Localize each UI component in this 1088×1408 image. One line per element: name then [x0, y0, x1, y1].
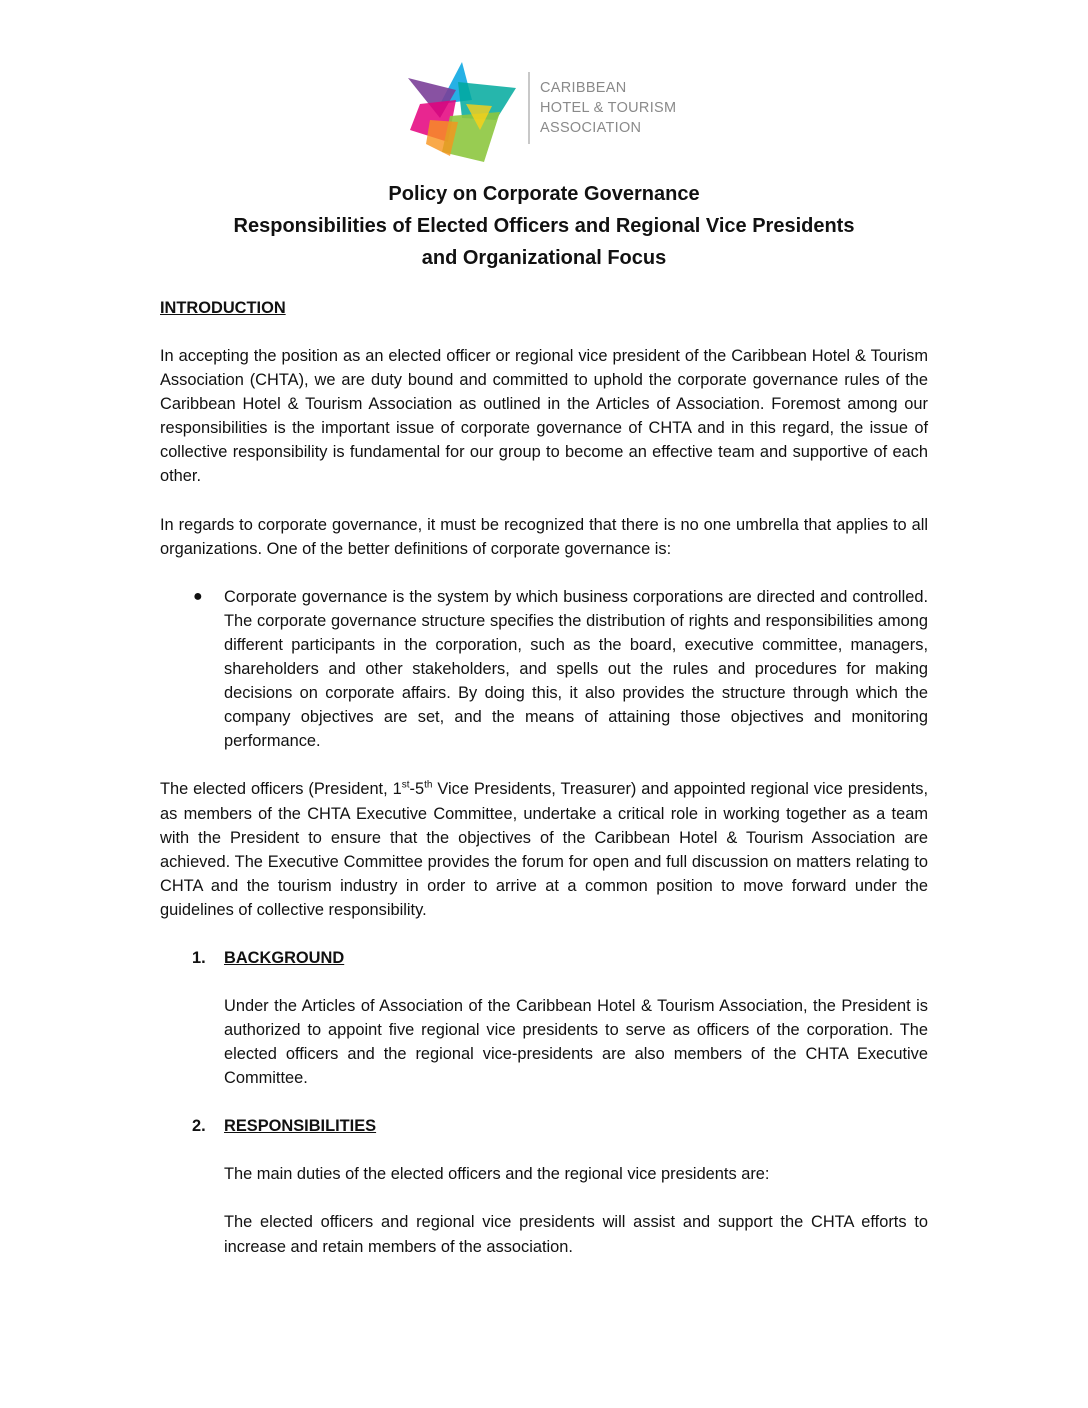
para3-part-c: Vice Presidents, Treasurer) and appointed regional vice presidents, as members of the CHTA Executive Committee, undertake a critical role in working together as a team with the President to ensure that the objectives of the Caribbean Hotel & Tourism Association are achieved. The Executive Committee provides the forum for open and full discussion on matters relating to CHTA and the tourism industry in order to arrive at a common position to move forward under the guidelines of collective responsibility. [160, 780, 929, 919]
title-line-2: Responsibilities of Elected Officers and Regional Vice Presidents [233, 215, 855, 237]
logo-wordmark [540, 78, 676, 138]
responsibilities-heading: RESPONSIBILITIES [224, 1117, 377, 1136]
title-line-1: Policy on Corporate Governance [388, 183, 700, 205]
introduction-heading: INTRODUCTION [160, 299, 286, 317]
logo-line-2: HOTEL & TOURISM [540, 100, 677, 116]
logo-divider [528, 72, 530, 144]
background-paragraph: Under the Articles of Association of the Caribbean Hotel & Tourism Association, the President is authorized to appoint five regional vice presidents to serve as officers of the corporation. The elected officers and the regional vice-presidents are also members of the CHTA Executive Committee. [224, 996, 928, 1088]
para3-part-a: The elected officers (President, 1 [160, 780, 402, 799]
intro-paragraph-2: In regards to corporate governance, it must be recognized that there is no one umbrella that applies to all organizations. One of the better definitions of corporate governance is: [160, 515, 928, 558]
document-body [160, 296, 928, 1259]
definition-bullet [160, 585, 928, 754]
intro-paragraph-3 [160, 777, 928, 922]
para3-part-b: -5 [409, 780, 425, 799]
document-title [160, 178, 928, 274]
logo-line-3: ASSOCIATION [540, 120, 642, 136]
section-responsibilities [160, 1114, 928, 1138]
star-logo-icon [400, 60, 524, 165]
section-number: 2. [192, 1117, 206, 1136]
logo-line-1: CARIBBEAN [540, 80, 627, 96]
bullet-icon: ● [193, 587, 203, 605]
definition-text: Corporate governance is the system by which business corporations are directed and controlled. The corporate governance structure specifies the distribution of rights and responsibilities among different participants in the corporation, such as the board, executive committee, managers, shareholders and other stakeholders, and spells out the rules and procedures for making decisions on corporate affairs. By doing this, it also provides the structure through which the company objectives are set, and the means of attaining those objectives and monitoring performance. [224, 587, 928, 751]
chta-logo [400, 50, 700, 170]
section-background [160, 946, 928, 970]
para3-superscript-th: th [424, 779, 433, 791]
para3-superscript-st: st [401, 779, 410, 791]
section-number: 1. [192, 948, 206, 967]
background-heading: BACKGROUND [224, 948, 345, 967]
responsibilities-paragraph-1: The main duties of the elected officers and the regional vice presidents are: [224, 1165, 770, 1184]
intro-paragraph-1: In accepting the position as an elected officer or regional vice president of the Caribbean Hotel & Tourism Association (CHTA), we are duty bound and committed to uphold the corporate governance rules of the Caribbean Hotel & Tourism Association as outlined in the Articles of Association. Foremost among our responsibilities is the important issue of corporate governance of CHTA and in this regard, the issue of collective responsibility is fundamental for our group to become an effective team and supportive of each other. [160, 347, 928, 486]
responsibilities-paragraph-2: The elected officers and regional vice presidents will assist and support the CHTA efforts to increase and retain members of the association. [224, 1213, 928, 1256]
title-line-3: and Organizational Focus [421, 247, 667, 269]
